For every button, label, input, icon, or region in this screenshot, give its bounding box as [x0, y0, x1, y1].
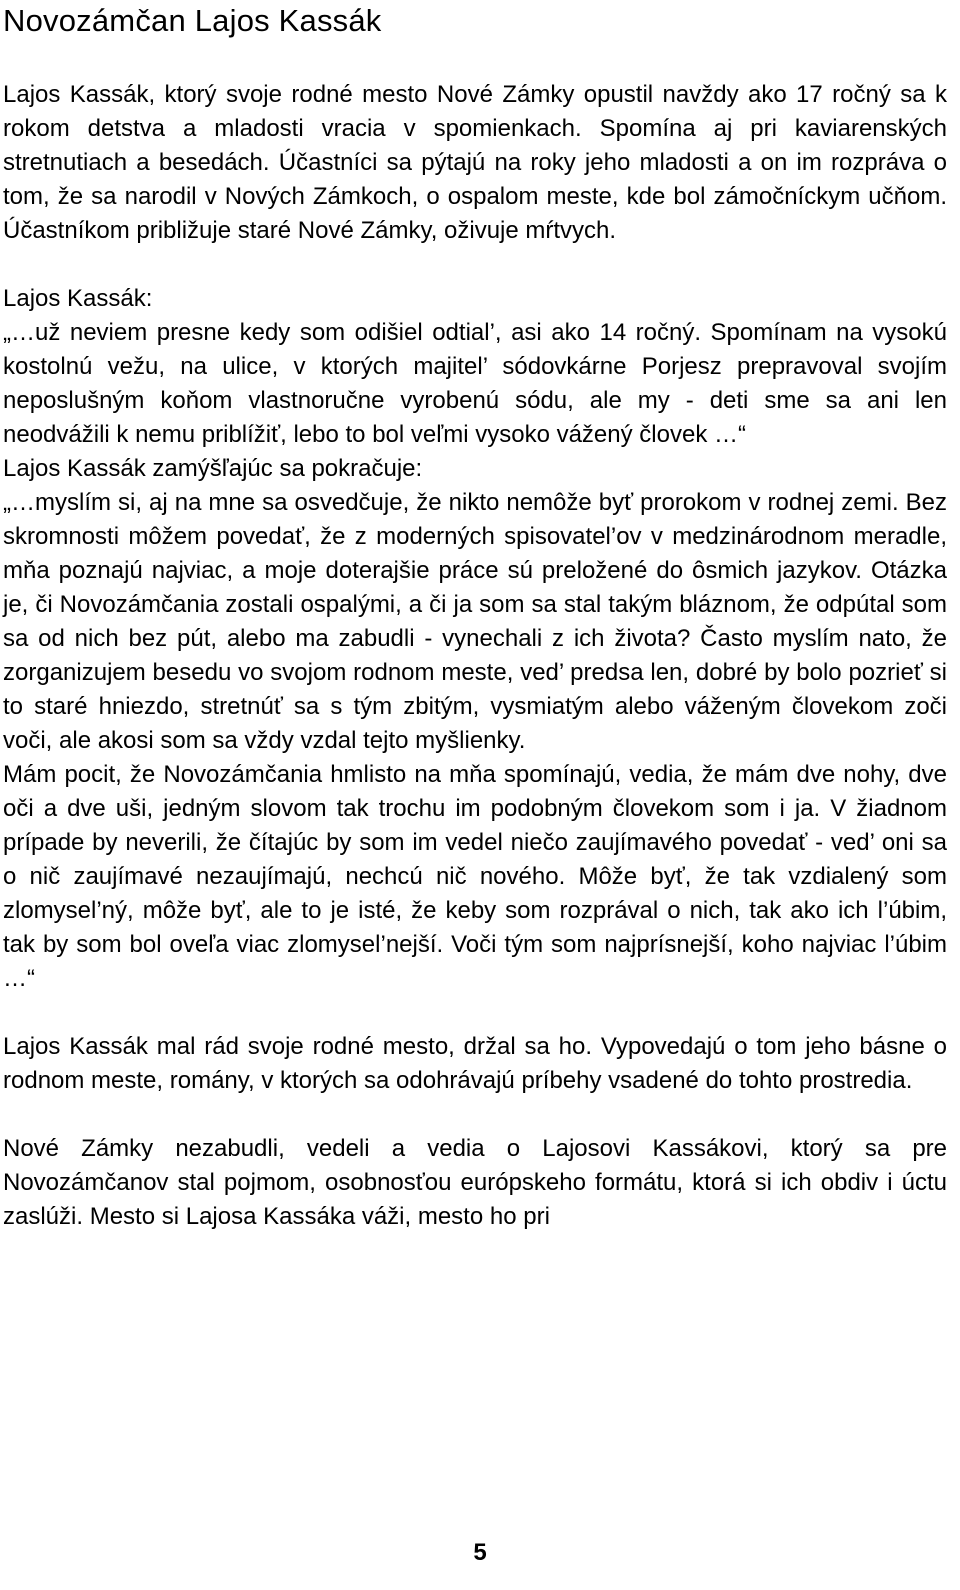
- continue-label: Lajos Kassák zamýšľajúc sa pokračuje:: [3, 455, 423, 482]
- document-page: [3, 0, 947, 1234]
- quote-paragraph-1: „…už neviem presne kedy som odišiel odtial’, asi ako 14 ročný. Spomínam na vysokú kostolnú vežu, na ulice, v ktorých majitel’ sódovkárne Porjesz prepravoval svojím neposlušným koňom vlastnoručne vyrobenú sódu, ale my - deti sme sa ani len neodvážili k nemu priblížiť, lebo to bol veľmi vysoko vážený človek …“: [3, 319, 947, 448]
- closing-paragraph-2: Nové Zámky nezabudli, vedeli a vedia o Lajosovi Kassákovi, ktorý sa pre Novozámčanov stal pojmom, osobnosťou európskeho formátu, ktorá si ich obdiv i úctu zaslúži. Mesto si Lajosa Kassáka váži, mesto ho pri: [3, 1135, 947, 1230]
- speaker-label: Lajos Kassák:: [3, 285, 153, 312]
- quote-paragraph-2: „…myslím si, aj na mne sa osvedčuje, že nikto nemôže byť prorokom v rodnej zemi. Bez skromnosti môžem povedať, že z moderných spisovatel’ov v medzinárodnom meradle, mňa poznajú najviac, a moje doterajšie práce sú preložené do ôsmich jazykov. Otázka je, či Novozámčania zostali ospalými, a či ja som sa stal takým bláznom, že odpútal som sa od nich bez pút, alebo ma zabudli - vynechali z ich života? Často myslím nato, že zorganizujem besedu vo svojom rodnom meste, ved’ predsa len, dobré by bolo pozrieť si to staré hniezdo, stretnúť sa s tým zbitým, vysmiatým alebo váženým človekom zoči voči, ale akosi som sa vždy vzdal tejto myšlienky.: [3, 489, 947, 754]
- page-number: 5: [473, 1539, 487, 1566]
- intro-paragraph: Lajos Kassák, ktorý svoje rodné mesto Nové Zámky opustil navždy ako 17 ročný sa k rokom detstva a mladosti vracia v spomienkach. Spomína aj pri kaviarenských stretnutiach a besedách. Účastníci sa pýtajú na roky jeho mladosti a on im rozpráva o tom, že sa narodil v Nových Zámkoch, o ospalom meste, kde bol zámočníckym učňom. Účastníkom približuje staré Nové Zámky, oživuje mŕtvych.: [3, 81, 947, 244]
- quote-paragraph-3: Mám pocit, že Novozámčania hmlisto na mňa spomínajú, vedia, že mám dve nohy, dve oči a dve uši, jedným slovom tak trochu im podobným človekom som i ja. V žiadnom prípade by neverili, že čítajúc by som im vedel niečo zaujímavého povedať - ved’ oni sa o nič zaujímavé nezaujímajú, nechcú nič nového. Môže byť, že tak vzdialený som zlomysel’ný, môže byť, ale to je isté, že keby som rozprával o nich, tak ako ich l’úbim, tak by som bol oveľa viac zlomysel’nejší. Voči tým som najprísnejší, koho najviac l’úbim …“: [3, 761, 947, 992]
- closing-paragraph-1: Lajos Kassák mal rád svoje rodné mesto, držal sa ho. Vypovedajú o tom jeho básne o rodnom meste, romány, v ktorých sa odohrávajú príbehy vsadené do tohto prostredia.: [3, 1033, 947, 1094]
- page-title: Novozámčan Lajos Kassák: [3, 3, 382, 38]
